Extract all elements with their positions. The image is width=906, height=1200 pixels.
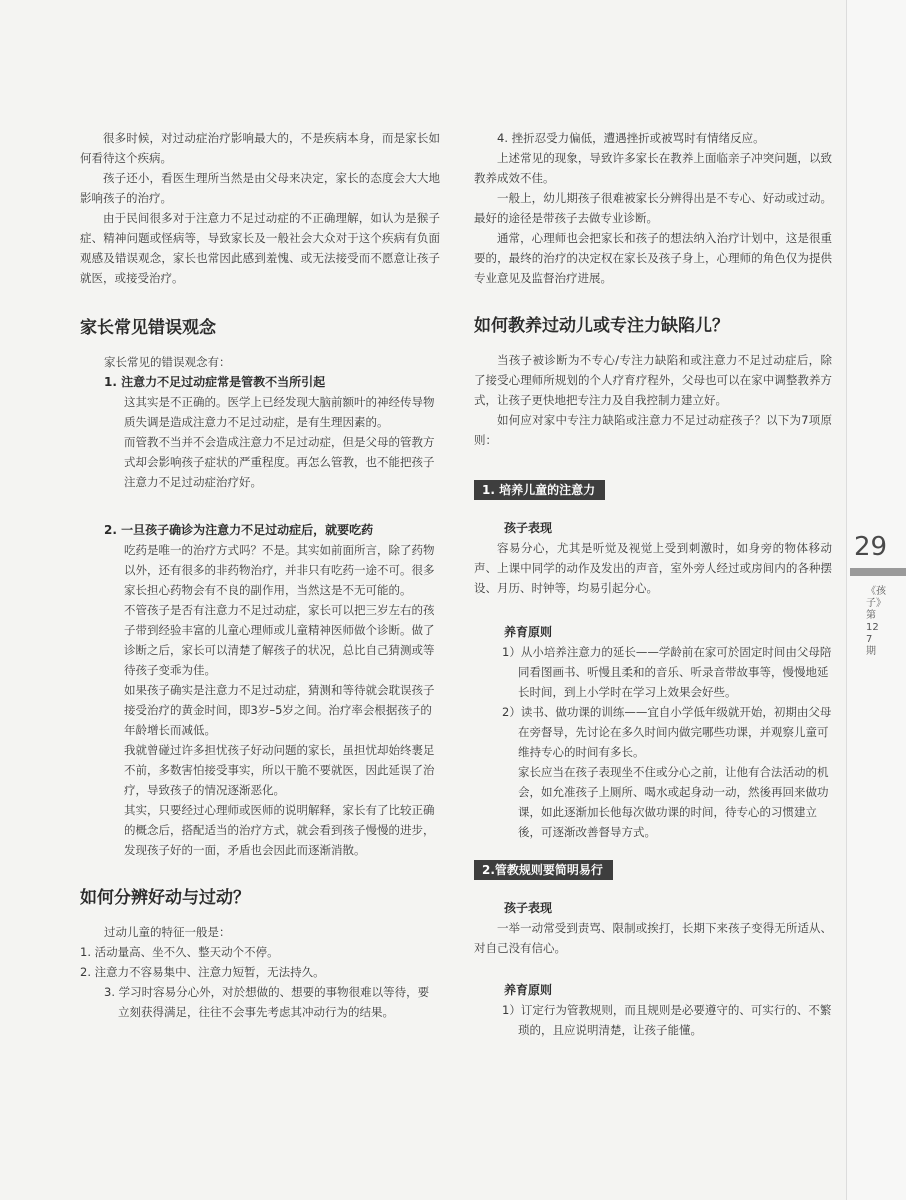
principle-2-rearing-label: 养育原则	[504, 983, 553, 997]
intro-paragraph-2: 孩子还小，看医生理所当然是由父母来决定，家长的态度会大大地影响孩子的治疗。	[80, 171, 440, 205]
misconception-2-para-3: 如果孩子确实是注意力不足过动症，猜测和等待就会耽误孩子接受治疗的黄金时间，即3岁–5岁之间。治疗率会根据孩子的年龄增长而减低。	[124, 683, 435, 737]
raise-para-1: 当孩子被诊断为不专心/专注力缺陷和或注意力不足过动症后，除了接受心理师所规划的个人疗育疗程外，父母也可以在家中调整教养方式，让孩子更快地把专注力及自我控制力建立好。	[474, 353, 832, 407]
principle-1-bar: 1. 培养儿童的注意力	[474, 480, 605, 500]
principle-2-child-behavior-label: 孩子表现	[504, 901, 553, 915]
principle-2-child-behavior-text: 一举一动常受到责骂、限制或挨打，长期下来孩子变得无所适从、对自己没有信心。	[474, 921, 832, 955]
right-column	[474, 128, 832, 1040]
principle-1-child-behavior-label: 孩子表现	[504, 521, 553, 535]
page-number: 29	[854, 532, 888, 562]
trait-item-4: 4. 挫折忍受力偏低，遭遇挫折或被骂时有情绪反应。	[497, 131, 765, 145]
right-top-para-2: 一般上，幼儿期孩子很难被家长分辨得出是不专心、好动或过动。最好的途径是带孩子去做专业诊断。	[474, 191, 832, 225]
misconception-2-para-1: 吃药是唯一的治疗方式吗？不是。其实如前面所言，除了药物以外，还有很多的非药物治疗，并非只有吃药一途不可。很多家长担心药物会有不良的副作用，当然这是不无可能的。	[124, 543, 435, 597]
margin-divider	[850, 568, 906, 576]
misconception-1-para-2: 而管教不当并不会造成注意力不足过动症，但是父母的管教方式却会影响孩子症状的严重程度。再怎么管教，也不能把孩子注意力不足过动症治疗好。	[124, 435, 435, 489]
trait-item-1: 1. 活动量高、坐不久、整天动个不停。	[80, 945, 279, 959]
right-top-para-3: 通常，心理师也会把家长和孩子的想法纳入治疗计划中，这是很重要的，最终的治疗的决定权在家长及孩子身上，心理师的角色仅为提供专业意见及监督治疗进展。	[474, 231, 832, 285]
misconception-2-para-2: 不管孩子是否有注意力不足过动症，家长可以把三岁左右的孩子带到经验丰富的儿童心理师或儿童精神医师做个诊断。做了诊断之后，家长可以清楚了解孩子的状况，总比自己猜测或等待孩子变乖为佳。	[124, 603, 435, 677]
raise-para-2: 如何应对家中专注力缺陷或注意力不足过动症孩子？以下为7项原则：	[474, 413, 832, 447]
principle-1-child-behavior-text: 容易分心，尤其是听觉及视觉上受到刺激时，如身旁的物体移动声、上课中同学的动作及发出的声音，室外旁人经过或房间内的各种摆设、月历、时钟等，均易引起分心。	[474, 541, 832, 595]
trait-item-3: 3. 学习时容易分心外，对於想做的、想要的事物很难以等待，要立刻获得满足，往往不会事先考虑其冲动行为的结果。	[104, 985, 430, 1019]
misconception-1-title: 1. 注意力不足过动症常是管教不当所引起	[104, 375, 326, 389]
misconception-1-para-1: 这其实是不正确的。医学上已经发现大脑前额叶的神经传导物质失调是造成注意力不足过动症，是有生理因素的。	[124, 395, 435, 429]
section1-lead: 家长常见的错误观念有：	[104, 355, 231, 369]
misconception-2-title: 2. 一旦孩子确诊为注意力不足过动症后，就要吃药	[104, 523, 374, 537]
principle-1-item-2: 2）读书、做功课的训练——宜自小学低年级就开始，初期由父母在旁督导，先讨论在多久时间内做完哪些功课，并观察儿童可维持专心的时间有多长。	[502, 705, 832, 759]
right-top-para-1: 上述常见的现象，导致许多家长在教养上面临亲子冲突问题，以致教养成效不佳。	[474, 151, 832, 185]
principle-1-extra: 家长应当在孩子表现坐不住或分心之前，让他有合法活动的机会，如允准孩子上厕所、喝水或起身动一动，然後再回来做功课，如此逐渐加长他每次做功课的时间，待专心的习惯建立後，可逐渐改善督导方式。	[518, 765, 829, 839]
intro-paragraph-1: 很多时候，对过动症治疗影响最大的，不是疾病本身，而是家长如何看待这个疾病。	[80, 131, 440, 165]
principle-1-item-1: 1）从小培养注意力的延长——学龄前在家可於固定时间由父母陪同看图画书、听慢且柔和的音乐、听录音带故事等，慢慢地延长时间，到上小学时在学习上效果会好些。	[502, 645, 832, 699]
trait-item-2: 2. 注意力不容易集中、注意力短暂，无法持久。	[80, 965, 325, 979]
section-title-how-to-raise: 如何教养过动儿或专注力缺陷儿？	[474, 316, 729, 336]
section-title-distinguish-hyperactivity: 如何分辨好动与过动？	[80, 888, 250, 908]
section2-lead: 过动儿童的特征一般是：	[104, 925, 231, 939]
misconception-2-para-5: 其实，只要经过心理师或医师的说明解释，家长有了比较正确的概念后，搭配适当的治疗方式，就会看到孩子慢慢的进步，发现孩子好的一面，矛盾也会因此而逐渐消散。	[124, 803, 435, 857]
misconception-2-para-4: 我就曾碰过许多担忧孩子好动问题的家长，虽担忧却始终裹足不前，多数害怕接受事实，所以干脆不要就医，因此延误了治疗，导致孩子的情况逐渐恶化。	[124, 743, 435, 797]
principle-2-bar: 2.管教规则要简明易行	[474, 860, 613, 880]
issue-label: 《孩子》第127期	[866, 586, 886, 657]
intro-paragraph-3: 由于民间很多对于注意力不足过动症的不正确理解，如认为是猴子症、精神问题或怪病等，导致家长及一般社会大众对于这个疾病有负面观感及错误观念，家长也常因此感到羞愧、或无法接受而不愿意让孩子就医，或接受治疗。	[80, 211, 440, 285]
principle-1-rearing-label: 养育原则	[504, 625, 553, 639]
principle-2-item-1: 1）订定行为管教规则，而且规则是必要遵守的、可实行的、不繁琐的，且应说明清楚，让孩子能懂。	[502, 1003, 832, 1037]
section-title-parent-misconceptions: 家长常见错误观念	[80, 318, 216, 338]
left-column	[80, 128, 440, 1022]
